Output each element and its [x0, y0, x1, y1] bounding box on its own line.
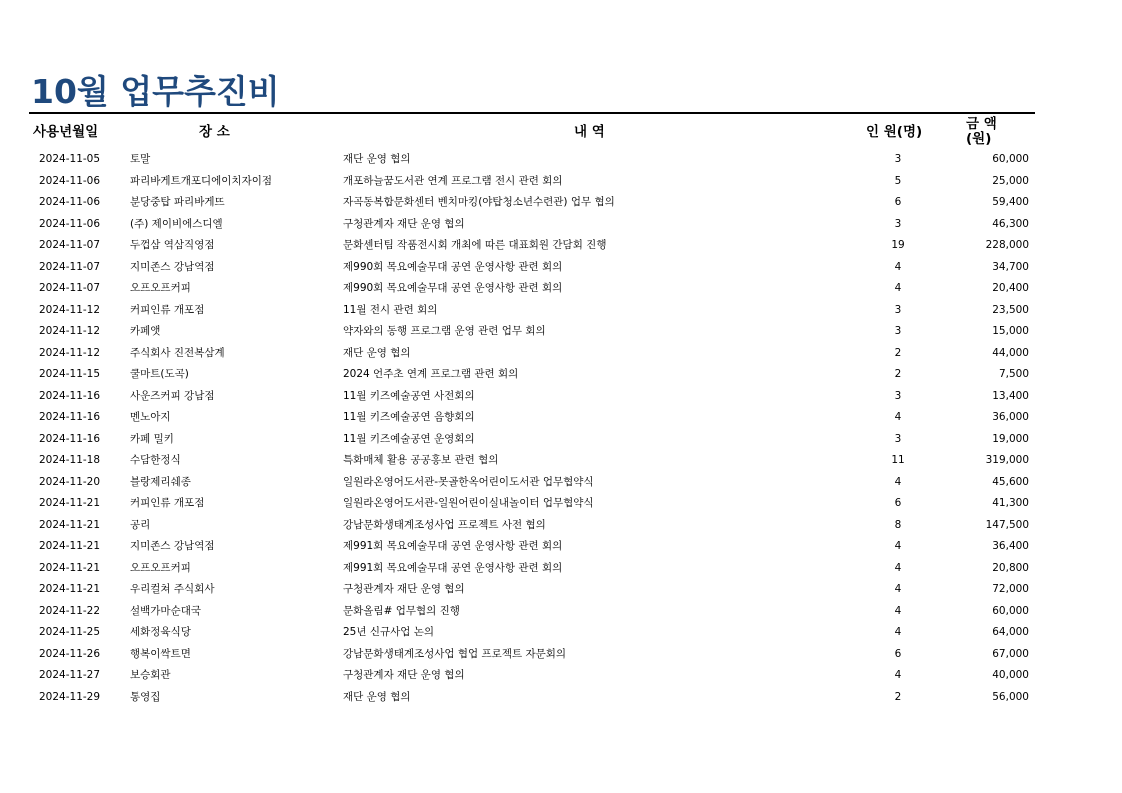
- cell-count: 3: [894, 389, 902, 402]
- cell-count: 4: [894, 604, 902, 617]
- cell-date: 2024-11-21: [39, 583, 101, 595]
- cell-amount: 44,000: [992, 346, 1029, 359]
- cell-description: 일원라온영어도서관-일원어린이실내놀이터 업무협약식: [343, 497, 594, 509]
- cell-place: 쿨마트(도곡): [130, 368, 189, 380]
- cell-count: 4: [894, 540, 902, 552]
- cell-amount: 319,000: [985, 454, 1029, 466]
- cell-amount: 15,000: [992, 325, 1029, 337]
- table-row: [0, 343, 1122, 365]
- cell-count: 4: [894, 561, 902, 574]
- table-row: [0, 171, 1122, 193]
- cell-date: 2024-11-07: [39, 282, 101, 294]
- cell-amount: 60,000: [992, 604, 1029, 617]
- table-row: [0, 622, 1122, 644]
- cell-count: 3: [894, 432, 902, 445]
- cell-amount: 40,000: [992, 669, 1029, 681]
- table-row: [0, 235, 1122, 257]
- page-title: 10월 업무추진비: [31, 72, 280, 111]
- cell-count: 4: [894, 669, 902, 681]
- cell-description: 문화올림# 업무협의 진행: [343, 604, 460, 617]
- cell-place: 커피인류 개포점: [130, 303, 205, 316]
- column-header-amount-line1: 금 액: [966, 116, 997, 132]
- table-row: [0, 257, 1122, 279]
- cell-amount: 147,500: [985, 518, 1029, 531]
- cell-description: 약자와의 동행 프로그램 운영 관련 업무 회의: [343, 325, 546, 337]
- cell-count: 4: [894, 626, 902, 638]
- cell-count: 4: [894, 475, 902, 488]
- cell-amount: 20,800: [992, 561, 1029, 574]
- cell-description: 개포하늘꿈도서관 연계 프로그램 전시 관련 회의: [343, 174, 563, 187]
- cell-description: 제990회 목요예술무대 공연 운영사항 관련 회의: [343, 260, 563, 273]
- cell-amount: 228,000: [985, 239, 1029, 251]
- cell-count: 11: [891, 454, 905, 466]
- cell-description: 제990회 목요예술무대 공연 운영사항 관련 회의: [343, 282, 563, 294]
- cell-count: 6: [894, 196, 902, 208]
- cell-description: 2024 언주초 연계 프로그램 관련 회의: [343, 368, 519, 380]
- cell-count: 6: [894, 647, 902, 660]
- cell-date: 2024-11-26: [39, 647, 101, 660]
- cell-amount: 60,000: [992, 153, 1029, 165]
- cell-place: 수담한정식: [130, 454, 181, 466]
- column-header-amount: [966, 115, 1016, 149]
- cell-date: 2024-11-12: [39, 303, 101, 316]
- table-row: [0, 644, 1122, 666]
- cell-date: 2024-11-21: [39, 540, 101, 552]
- cell-count: 3: [894, 325, 902, 337]
- cell-description: 일원라온영어도서관-못골한옥어린이도서관 업무협약식: [343, 475, 594, 488]
- column-header-place: 장 소: [199, 123, 230, 140]
- table-row: [0, 579, 1122, 601]
- cell-date: 2024-11-25: [39, 626, 101, 638]
- cell-date: 2024-11-06: [39, 196, 101, 208]
- cell-description: 재단 운영 협의: [343, 346, 411, 359]
- cell-place: 카페앳: [130, 325, 161, 337]
- cell-description: 구청관계자 재단 운영 협의: [343, 583, 465, 595]
- cell-amount: 72,000: [992, 583, 1029, 595]
- cell-amount: 13,400: [992, 389, 1029, 402]
- cell-date: 2024-11-06: [39, 174, 101, 187]
- cell-description: 재단 운영 협의: [343, 690, 411, 703]
- table-row: [0, 558, 1122, 580]
- cell-amount: 23,500: [992, 303, 1029, 316]
- table-row: [0, 665, 1122, 687]
- cell-place: 행복이싹트면: [130, 647, 191, 660]
- cell-date: 2024-11-29: [39, 690, 101, 703]
- cell-count: 4: [894, 583, 902, 595]
- cell-place: 카페 밀키: [130, 432, 174, 445]
- cell-place: 오프오프커피: [130, 561, 191, 574]
- cell-place: 토말: [130, 153, 151, 165]
- cell-date: 2024-11-07: [39, 239, 101, 251]
- cell-description: 제991회 목요예술무대 공연 운영사항 관련 회의: [343, 540, 563, 552]
- cell-date: 2024-11-21: [39, 561, 101, 574]
- cell-amount: 20,400: [992, 282, 1029, 294]
- cell-date: 2024-11-12: [39, 346, 101, 359]
- cell-place: 지미존스 강남역점: [130, 260, 215, 273]
- cell-place: 블랑제리쉐종: [130, 475, 191, 488]
- header-rule: [29, 112, 1035, 114]
- table-row: [0, 493, 1122, 515]
- table-row: [0, 601, 1122, 623]
- column-header-date: 사용년월일: [33, 123, 99, 140]
- cell-amount: 46,300: [992, 217, 1029, 230]
- cell-place: 세화정육식당: [130, 626, 191, 638]
- cell-count: 2: [894, 346, 902, 359]
- table-row: [0, 429, 1122, 451]
- cell-amount: 34,700: [992, 260, 1029, 273]
- table-row: [0, 407, 1122, 429]
- cell-place: 공리: [130, 518, 151, 531]
- cell-count: 8: [894, 518, 902, 531]
- table-row: [0, 450, 1122, 472]
- cell-place: 사운즈커피 강남점: [130, 389, 215, 402]
- cell-place: 우리컬쳐 주식회사: [130, 583, 215, 595]
- cell-place: 멘노아지: [130, 411, 171, 423]
- cell-count: 4: [894, 260, 902, 273]
- table-row: [0, 364, 1122, 386]
- cell-amount: 19,000: [992, 432, 1029, 445]
- table-row: [0, 472, 1122, 494]
- cell-date: 2024-11-27: [39, 669, 101, 681]
- column-header-count: 인 원(명): [866, 123, 923, 140]
- cell-amount: 64,000: [992, 626, 1029, 638]
- cell-count: 5: [894, 174, 902, 187]
- cell-description: 특화매체 활용 공공홍보 관련 협의: [343, 454, 499, 466]
- cell-count: 2: [894, 690, 902, 703]
- table-row: [0, 192, 1122, 214]
- cell-description: 11월 전시 관련 회의: [343, 303, 438, 316]
- cell-place: 커피인류 개포점: [130, 497, 205, 509]
- cell-date: 2024-11-16: [39, 432, 101, 445]
- cell-date: 2024-11-20: [39, 475, 101, 488]
- cell-amount: 25,000: [992, 174, 1029, 187]
- cell-amount: 56,000: [992, 690, 1029, 703]
- cell-date: 2024-11-21: [39, 518, 101, 531]
- table-row: [0, 278, 1122, 300]
- cell-description: 11월 키즈예술공연 운영회의: [343, 432, 475, 445]
- table-row: [0, 321, 1122, 343]
- cell-place: 오프오프커피: [130, 282, 191, 294]
- cell-date: 2024-11-21: [39, 497, 101, 509]
- table-row: [0, 149, 1122, 171]
- cell-place: 주식회사 진전복삼계: [130, 346, 225, 359]
- cell-count: 4: [894, 282, 902, 294]
- cell-date: 2024-11-15: [39, 368, 101, 380]
- cell-place: 파리바게트개포디에이치자이점: [130, 174, 273, 187]
- cell-place: 통영집: [130, 690, 161, 703]
- cell-amount: 36,400: [992, 540, 1029, 552]
- cell-place: 분당중탑 파리바게뜨: [130, 196, 225, 208]
- cell-description: 25년 신규사업 논의: [343, 626, 435, 638]
- cell-date: 2024-11-22: [39, 604, 101, 617]
- cell-date: 2024-11-18: [39, 454, 101, 466]
- cell-amount: 7,500: [998, 368, 1029, 380]
- table-row: [0, 536, 1122, 558]
- cell-description: 강남문화생태계조성사업 협업 프로젝트 자문회의: [343, 647, 567, 660]
- cell-description: 구청관계자 재단 운영 협의: [343, 669, 465, 681]
- cell-count: 3: [894, 303, 902, 316]
- table-row: [0, 515, 1122, 537]
- table-row: [0, 214, 1122, 236]
- cell-date: 2024-11-16: [39, 411, 101, 423]
- cell-place: 보승회관: [130, 669, 171, 681]
- cell-date: 2024-11-07: [39, 260, 101, 273]
- cell-date: 2024-11-12: [39, 325, 101, 337]
- cell-count: 2: [894, 368, 902, 380]
- cell-description: 재단 운영 협의: [343, 153, 411, 165]
- cell-amount: 36,000: [992, 411, 1029, 423]
- table-row: [0, 386, 1122, 408]
- column-header-amount-line2: (원): [966, 131, 992, 147]
- cell-description: 문화센터팀 작품전시회 개최에 따른 대표회원 간담회 진행: [343, 239, 607, 251]
- table-row: [0, 687, 1122, 709]
- cell-place: 설백가마순대국: [130, 604, 202, 617]
- cell-count: 3: [894, 217, 902, 230]
- cell-amount: 41,300: [992, 497, 1029, 509]
- cell-count: 6: [894, 497, 902, 509]
- cell-description: 자곡동복합문화센터 벤치마킹(야탑청소년수련관) 업무 협의: [343, 196, 615, 208]
- cell-count: 19: [891, 239, 905, 251]
- table-row: [0, 300, 1122, 322]
- cell-place: (주) 제이비에스디엘: [130, 217, 223, 230]
- cell-date: 2024-11-06: [39, 217, 101, 230]
- cell-date: 2024-11-16: [39, 389, 101, 402]
- cell-description: 제991회 목요예술무대 공연 운영사항 관련 회의: [343, 561, 563, 574]
- expense-table-body: [0, 149, 1122, 708]
- cell-amount: 45,600: [992, 475, 1029, 488]
- cell-description: 11월 키즈예술공연 음향회의: [343, 411, 475, 423]
- cell-count: 3: [894, 153, 902, 165]
- cell-description: 구청관계자 재단 운영 협의: [343, 217, 465, 230]
- cell-place: 두껍삼 역삼직영점: [130, 239, 215, 251]
- cell-amount: 67,000: [992, 647, 1029, 660]
- cell-description: 강남문화생태계조성사업 프로젝트 사전 협의: [343, 518, 546, 531]
- cell-count: 4: [894, 411, 902, 423]
- cell-amount: 59,400: [992, 196, 1029, 208]
- cell-date: 2024-11-05: [39, 153, 101, 165]
- column-header-description: 내 역: [574, 123, 605, 140]
- cell-description: 11월 키즈예술공연 사전회의: [343, 389, 475, 402]
- cell-place: 지미존스 강남역점: [130, 540, 215, 552]
